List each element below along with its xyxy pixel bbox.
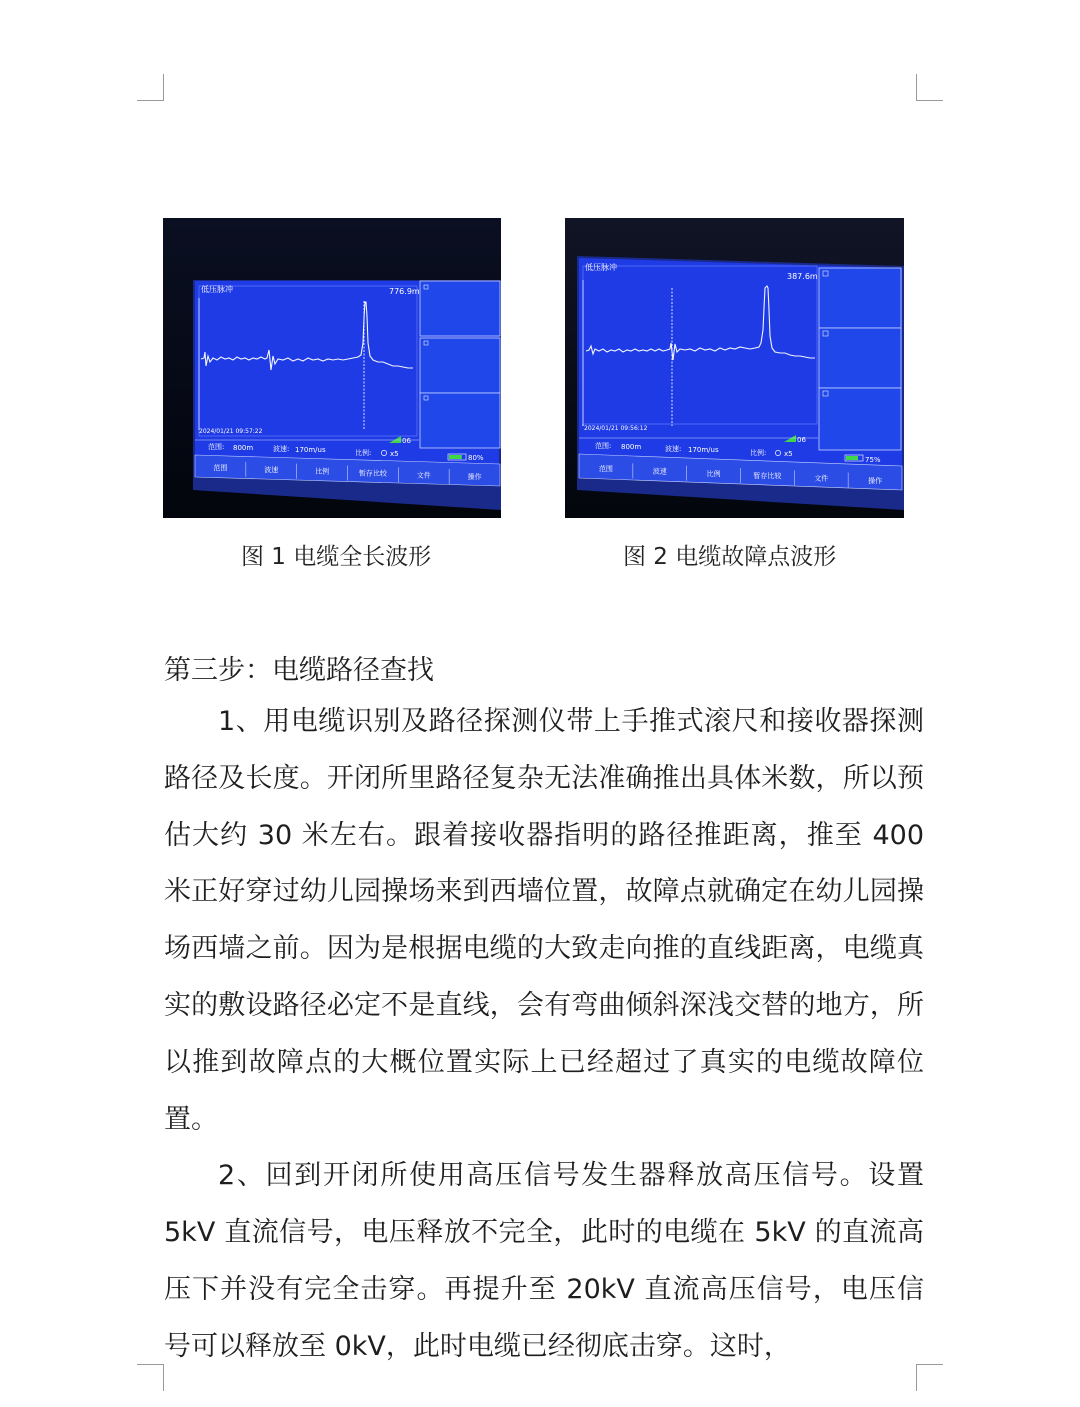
figure-1-menu-item: 比例 [315,467,330,476]
figure-1-distance: 776.9m [389,287,420,296]
crop-mark-bottom-left [137,1364,164,1391]
figure-2-mode: 低压脉冲 [585,263,617,272]
figure-2-side-box-3 [819,388,901,450]
crop-mark-top-left [137,74,164,101]
figure-2-menu-item: 文件 [814,474,829,483]
figure-1-screen [163,218,501,518]
figure-1-range-value: 800m [233,444,254,452]
figure-1-side-box-1 [420,281,500,336]
figure-2-timestamp: 2024/01/21 09:56:12 [584,425,648,432]
figure-1-mode: 低压脉冲 [201,285,233,294]
figure-1-scale-label: 比例: [355,449,372,457]
figure-1-gain: 06 [402,437,411,445]
figure-1-menu-item: 文件 [416,471,431,480]
figure-2-speed-value: 170m/us [688,446,719,454]
figure-2-menu-item: 暂存比较 [753,472,782,481]
figure-1-range-label: 范围: [208,443,225,451]
figure-2-gain: 06 [797,436,806,444]
figure-2-side-box-1 [819,268,901,328]
figure-1-battery: 80% [468,454,484,462]
figure-1-photo [163,218,501,518]
figure-2-menu-item: 比例 [706,469,721,478]
figure-1-menu-item: 范围 [213,463,228,472]
figure-1-speed-label: 波速: [273,445,290,453]
figure-2-distance: 387.6m [787,272,818,281]
figure-2-menu-item: 波速 [652,467,667,476]
paragraph-2: 2、回到开闭所使用高压信号发生器释放高压信号。设置 5kV 直流信号，电压释放不完全，此时的电缆在 5kV 的直流高压下并没有完全击穿。再提升至 20kV 直流高压信号，电压信号可以释放至 0kV，此时电缆已经彻底击穿。这时， [164,1160,924,1362]
figure-1-scale-value: x5 [390,450,399,458]
figure-1-menu-item: 操作 [467,473,482,482]
figure-2-scale-value: x5 [784,450,793,458]
figure-1-side-box-2 [420,338,500,393]
figure-1-menu-item: 波速 [264,465,279,474]
figure-2-scale-label: 比例: [750,449,767,457]
body-text [164,694,924,1376]
figure-2-screen [565,218,904,518]
figure-1-menu-item: 暂存比较 [358,469,387,478]
figure-2-menu-item: 范围 [598,465,613,474]
paragraph-1: 1、用电缆识别及路径探测仪带上手推式滚尺和接收器探测路径及长度。开闭所里路径复杂无法准确推出具体米数，所以预估大约 30 米左右。跟着接收器指明的路径推距离，推至 400 米正好穿过幼儿园操场来到西墙位置，故障点就确定在幼儿园操场西墙之前。因为是根据电缆的大致走向推的直线距离，电缆真实的敷设路径必定不是直线，会有弯曲倾斜深浅交替的地方，所以推到故障点的大概位置实际上已经超过了真实的电缆故障位置。 [164,706,924,1135]
figure-2-side-box-2 [819,328,901,388]
figure-1-side-box-3 [420,393,500,448]
figure-2-caption: 图 2 电缆故障点波形 [623,544,837,570]
figure-1-speed-value: 170m/us [295,446,326,454]
figure-2-range-value: 800m [621,443,642,451]
figure-2-photo [565,218,904,518]
figure-2-battery: 75% [865,456,881,464]
figure-2-range-label: 范围: [595,442,612,450]
figure-1-timestamp: 2024/01/21 09:57:22 [199,428,263,435]
figure-2-speed-label: 波速: [665,445,682,453]
section-heading: 第三步：电缆路径查找 [164,655,434,686]
crop-mark-top-right [916,74,943,101]
figure-2-menu-item: 操作 [868,476,883,485]
figure-1-caption: 图 1 电缆全长波形 [241,544,432,570]
